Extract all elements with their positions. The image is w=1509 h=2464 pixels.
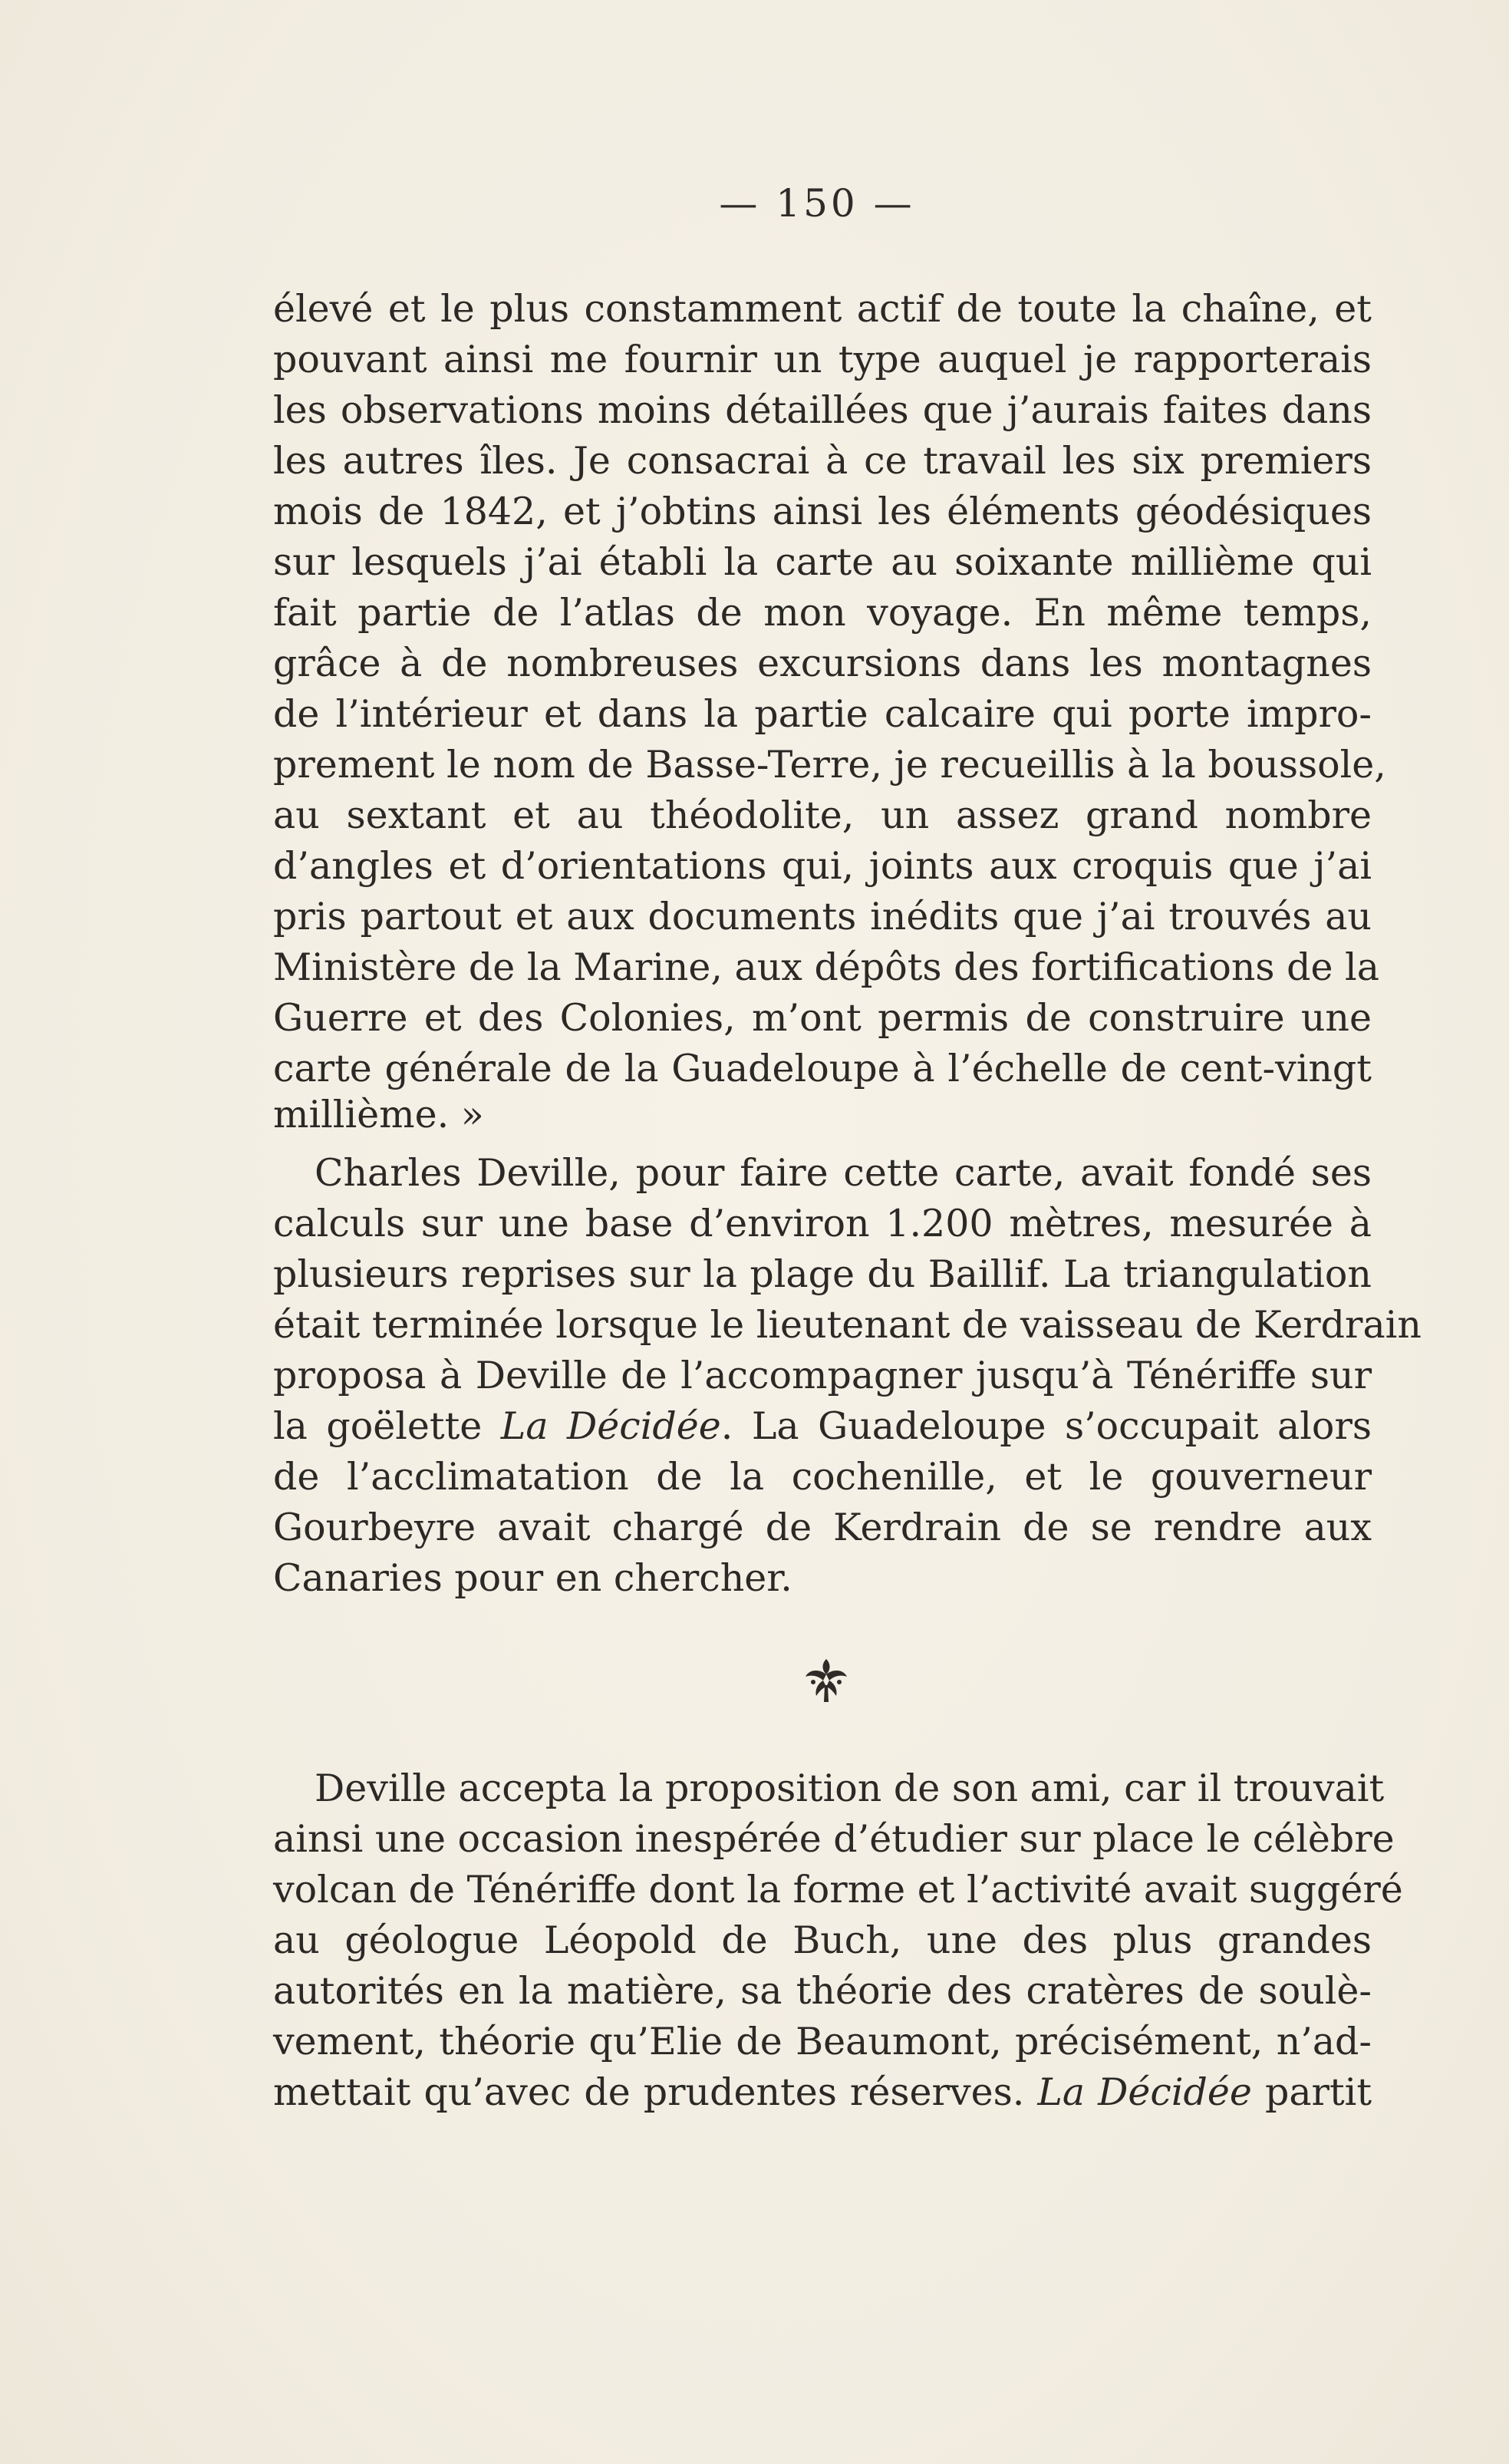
text-line: Deville accepta la proposition de son ami, car il trouvait bbox=[315, 1766, 1385, 1810]
text-line: millième. » bbox=[273, 1093, 484, 1136]
text-line: Canaries pour en chercher. bbox=[273, 1556, 792, 1600]
text-line: de l’acclimatation de la cochenille, et le gouverneur bbox=[273, 1455, 1372, 1499]
page-number: — 150 — bbox=[719, 181, 915, 226]
text-segment: la goëlette bbox=[273, 1404, 501, 1448]
text-line: au géologue Léopold de Buch, une des plus grandes bbox=[273, 1918, 1372, 1962]
text-line: les autres îles. Je consacrai à ce travail les six premiers bbox=[273, 439, 1372, 483]
text-line: prement le nom de Basse-Terre, je recueillis à la boussole, bbox=[273, 743, 1386, 787]
ship-name-italic: La Décidée bbox=[1037, 2070, 1252, 2114]
text-line: fait partie de l’atlas de mon voyage. En même temps, bbox=[273, 591, 1372, 635]
text-line: Gourbeyre avait chargé de Kerdrain de se rendre aux bbox=[273, 1506, 1372, 1549]
text-segment: . La Guadeloupe s’occupait alors bbox=[720, 1404, 1372, 1448]
text-segment: mettait qu’avec de prudentes réserves. bbox=[273, 2070, 1038, 2114]
text-line: proposa à Deville de l’accompagner jusqu’à Ténériffe sur bbox=[273, 1354, 1372, 1397]
text-line: Ministère de la Marine, aux dépôts des fortifications de la bbox=[273, 945, 1379, 989]
text-line: pouvant ainsi me fournir un type auquel je rapporterais bbox=[273, 338, 1372, 381]
text-line: vement, théorie qu’Elie de Beaumont, précisément, n’ad- bbox=[273, 2020, 1372, 2063]
text-line: mois de 1842, et j’obtins ainsi les éléments géodésiques bbox=[273, 490, 1372, 533]
text-line: d’angles et d’orientations qui, joints aux croquis que j’ai bbox=[273, 844, 1372, 888]
text-line: ainsi une occasion inespérée d’étudier sur place le célèbre bbox=[273, 1817, 1395, 1861]
text-line: au sextant et au théodolite, un assez grand nombre bbox=[273, 793, 1372, 837]
text-line: grâce à de nombreuses excursions dans les montagnes bbox=[273, 642, 1372, 685]
text-line: élevé et le plus constamment actif de toute la chaîne, et bbox=[273, 287, 1372, 331]
text-line: Charles Deville, pour faire cette carte, avait fondé ses bbox=[315, 1151, 1372, 1195]
text-line-with-ship-name bbox=[273, 1403, 1372, 1450]
text-line: les observations moins détaillées que j’aurais faites dans bbox=[273, 388, 1372, 432]
text-line: volcan de Ténériffe dont la forme et l’activité avait suggéré bbox=[273, 1868, 1403, 1911]
text-line: pris partout et aux documents inédits que j’ai trouvés au bbox=[273, 895, 1372, 938]
fleuron-icon bbox=[798, 1651, 855, 1708]
text-line: de l’intérieur et dans la partie calcaire qui porte impro- bbox=[273, 692, 1372, 736]
text-line: plusieurs reprises sur la plage du Baillif. La triangulation bbox=[273, 1252, 1372, 1296]
text-line: était terminée lorsque le lieutenant de vaisseau de Kerdrain bbox=[273, 1303, 1422, 1347]
text-line: Guerre et des Colonies, m’ont permis de construire une bbox=[273, 996, 1372, 1040]
text-line: autorités en la matière, sa théorie des cratères de soulè- bbox=[273, 1969, 1372, 2013]
ship-name-italic: La Décidée bbox=[500, 1404, 721, 1448]
text-segment: partit bbox=[1251, 2070, 1372, 2114]
text-line: sur lesquels j’ai établi la carte au soixante millième qui bbox=[273, 540, 1372, 584]
text-line: calculs sur une base d’environ 1.200 mètres, mesurée à bbox=[273, 1202, 1372, 1245]
text-line: carte générale de la Guadeloupe à l’échelle de cent-vingt bbox=[273, 1047, 1372, 1090]
text-line-with-ship-name bbox=[273, 2069, 1372, 2116]
